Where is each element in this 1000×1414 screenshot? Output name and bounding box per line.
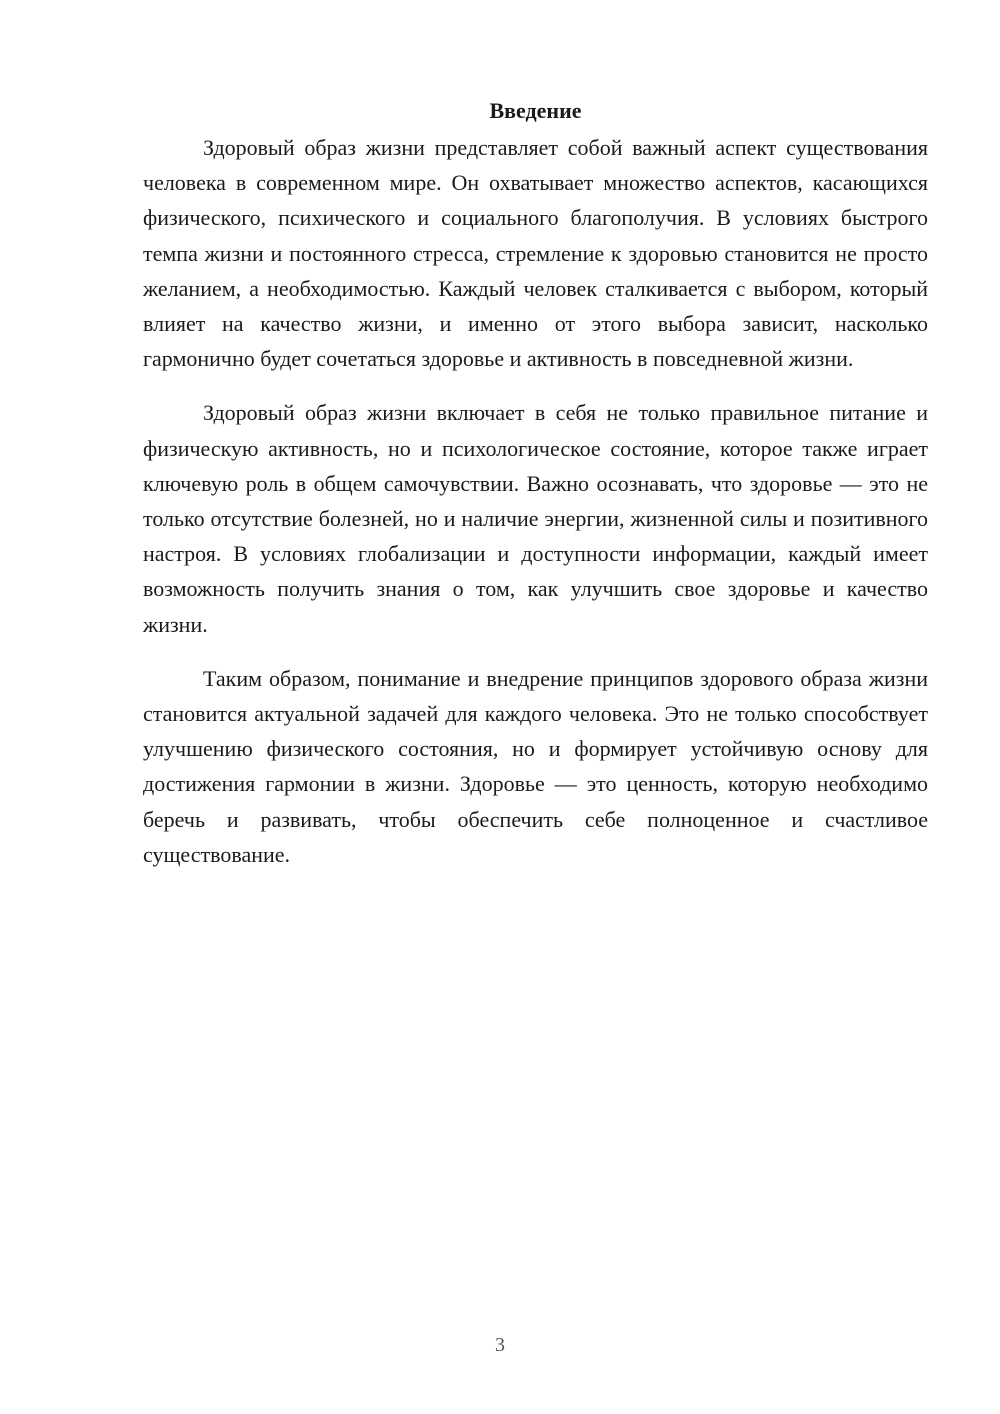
section-title: Введение (489, 98, 582, 123)
paragraph-3: Таким образом, понимание и внедрение принципов здорового образа жизни становится актуальной задачей для каждого человека. Это не только способствует улучшению физического состояния, но и формирует устойчивую основу для достижения гармонии в жизни. Здоровье — это ценность, которую необходимо беречь и развивать, чтобы обеспечить себе полноценное и счастливое существование. (143, 665, 928, 867)
paragraph-1: Здоровый образ жизни представляет собой важный аспект существования человека в современном мире. Он охватывает множество аспектов, касающихся физического, психического и социального благополучия. В условиях быстрого темпа жизни и постоянного стресса, стремление к здоровью становится не просто желанием, а необходимостью. Каждый человек сталкивается с выбором, который влияет на качество жизни, и именно от этого выбора зависит, насколько гармонично будет сочетаться здоровье и активность в повседневной жизни. (143, 135, 928, 372)
paragraph-2: Здоровый образ жизни включает в себя не только правильное питание и физическую активность, но и психологическое состояние, которое также играет ключевую роль в общем самочувствии. Важно осознавать, что здоровье — это не только отсутствие болезней, но и наличие энергии, жизненной силы и позитивного настроя. В условиях глобализации и доступности информации, каждый имеет возможность получить знания о том, как улучшить свое здоровье и качество жизни. (143, 400, 928, 637)
page-number: 3 (495, 1334, 505, 1356)
page-content (143, 96, 928, 891)
